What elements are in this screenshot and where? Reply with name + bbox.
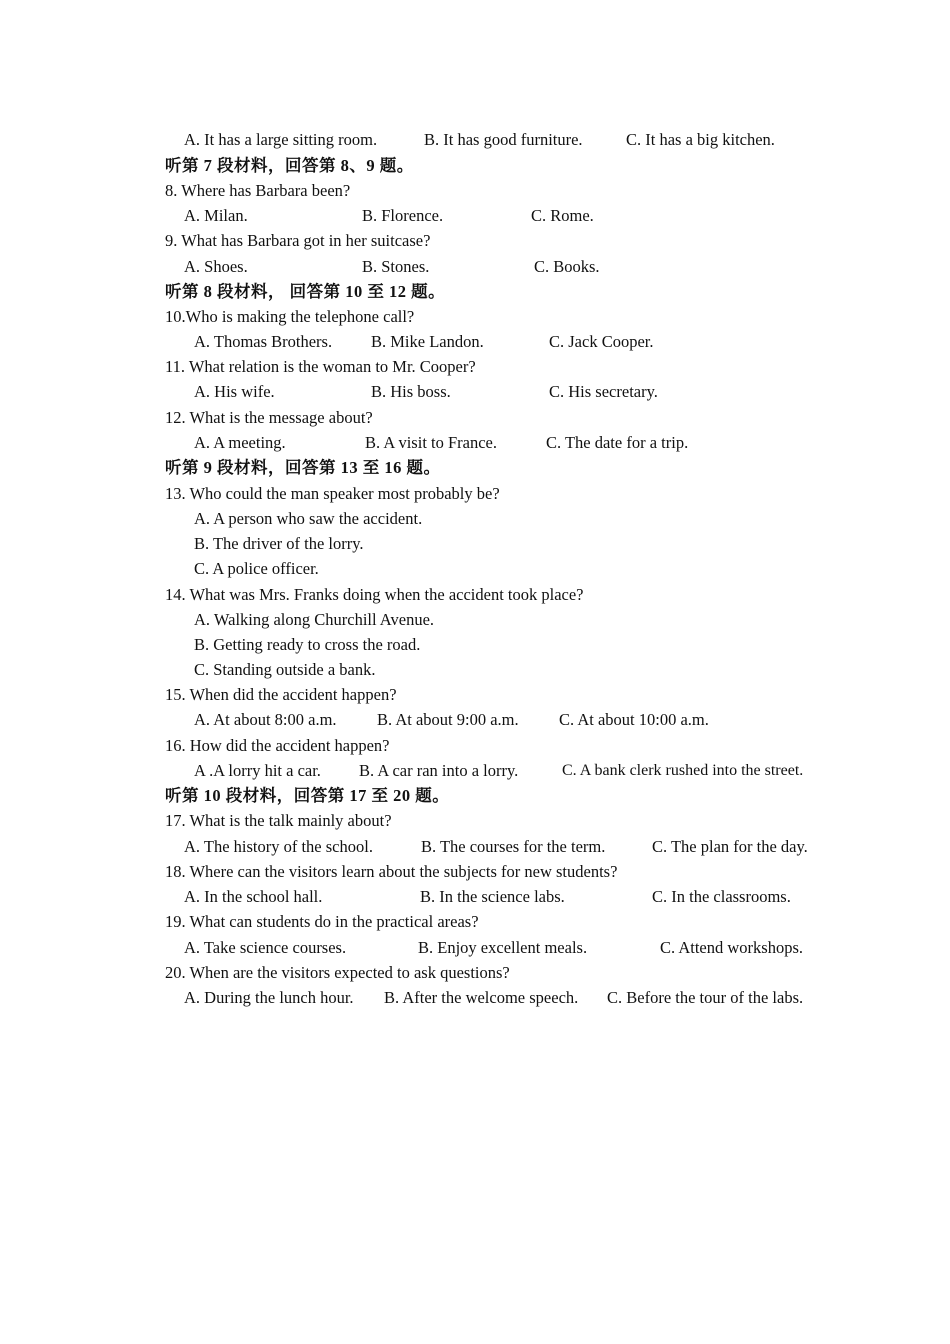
option-c: C. The plan for the day. (652, 837, 808, 856)
option-b: B. After the welcome speech. (384, 988, 579, 1007)
option-b: B. It has good furniture. (424, 130, 583, 149)
option-b: B. The driver of the lorry. (194, 534, 364, 553)
option-a: A. Milan. (184, 206, 248, 225)
option-b: B. A car ran into a lorry. (359, 761, 519, 780)
section-heading: 听第 8 段材料， 回答第 10 至 12 题。 (165, 282, 446, 301)
option-a: A. Thomas Brothers. (194, 332, 333, 351)
option-a: A. His wife. (194, 382, 275, 401)
question: 16. How did the accident happen? (165, 736, 390, 755)
option-a: A. A person who saw the accident. (194, 509, 423, 528)
option-c: C. Jack Cooper. (549, 332, 654, 351)
option-b: B. Stones. (362, 257, 430, 276)
option-b: B. Florence. (362, 206, 444, 225)
option-b: B. Mike Landon. (371, 332, 484, 351)
option-a: A. The history of the school. (184, 837, 373, 856)
option-b: B. Enjoy excellent meals. (418, 938, 588, 957)
option-c: C. Standing outside a bank. (194, 660, 376, 679)
option-c: C. Attend workshops. (660, 938, 804, 957)
option-a: A. Shoes. (184, 257, 248, 276)
section-heading: 听第 9 段材料，回答第 13 至 16 题。 (165, 458, 441, 477)
option-c: C. In the classrooms. (652, 887, 791, 906)
section-heading: 听第 7 段材料，回答第 8、9 题。 (165, 156, 414, 175)
option-c: C. Books. (534, 257, 600, 276)
option-b: B. At about 9:00 a.m. (377, 710, 519, 729)
question: 12. What is the message about? (165, 408, 373, 427)
option-a: A. At about 8:00 a.m. (194, 710, 337, 729)
option-a: A. During the lunch hour. (184, 988, 354, 1007)
option-c: C. Before the tour of the labs. (607, 988, 804, 1007)
option-b: B. In the science labs. (420, 887, 565, 906)
option-c: C. The date for a trip. (546, 433, 689, 452)
option-a: A. Walking along Churchill Avenue. (194, 610, 435, 629)
question: 18. Where can the visitors learn about the subjects for new students? (165, 862, 618, 881)
question: 19. What can students do in the practical areas? (165, 912, 479, 931)
question: 15. When did the accident happen? (165, 685, 397, 704)
option-b: B. Getting ready to cross the road. (194, 635, 421, 654)
option-b: B. The courses for the term. (421, 837, 606, 856)
question: 14. What was Mrs. Franks doing when the accident took place? (165, 585, 584, 604)
option-c: C. A police officer. (194, 559, 319, 578)
option-c: C. At about 10:00 a.m. (559, 710, 709, 729)
question: 11. What relation is the woman to Mr. Cooper? (165, 357, 476, 376)
option-a: A .A lorry hit a car. (194, 761, 321, 780)
question: 10.Who is making the telephone call? (165, 307, 415, 326)
option-a: A. It has a large sitting room. (184, 130, 378, 149)
option-c: C. His secretary. (549, 382, 658, 401)
question: 9. What has Barbara got in her suitcase? (165, 231, 431, 250)
question: 20. When are the visitors expected to ask questions? (165, 963, 510, 982)
option-c: C. Rome. (531, 206, 594, 225)
section-heading: 听第 10 段材料，回答第 17 至 20 题。 (165, 786, 450, 805)
option-b: B. His boss. (371, 382, 451, 401)
question: 13. Who could the man speaker most probably be? (165, 484, 500, 503)
option-c: C. A bank clerk rushed into the street. (562, 762, 804, 779)
option-a: A. In the school hall. (184, 887, 323, 906)
question: 8. Where has Barbara been? (165, 181, 351, 200)
option-a: A. A meeting. (194, 433, 286, 452)
option-a: A. Take science courses. (184, 938, 347, 957)
option-b: B. A visit to France. (365, 433, 497, 452)
option-c: C. It has a big kitchen. (626, 130, 775, 149)
question: 17. What is the talk mainly about? (165, 811, 392, 830)
